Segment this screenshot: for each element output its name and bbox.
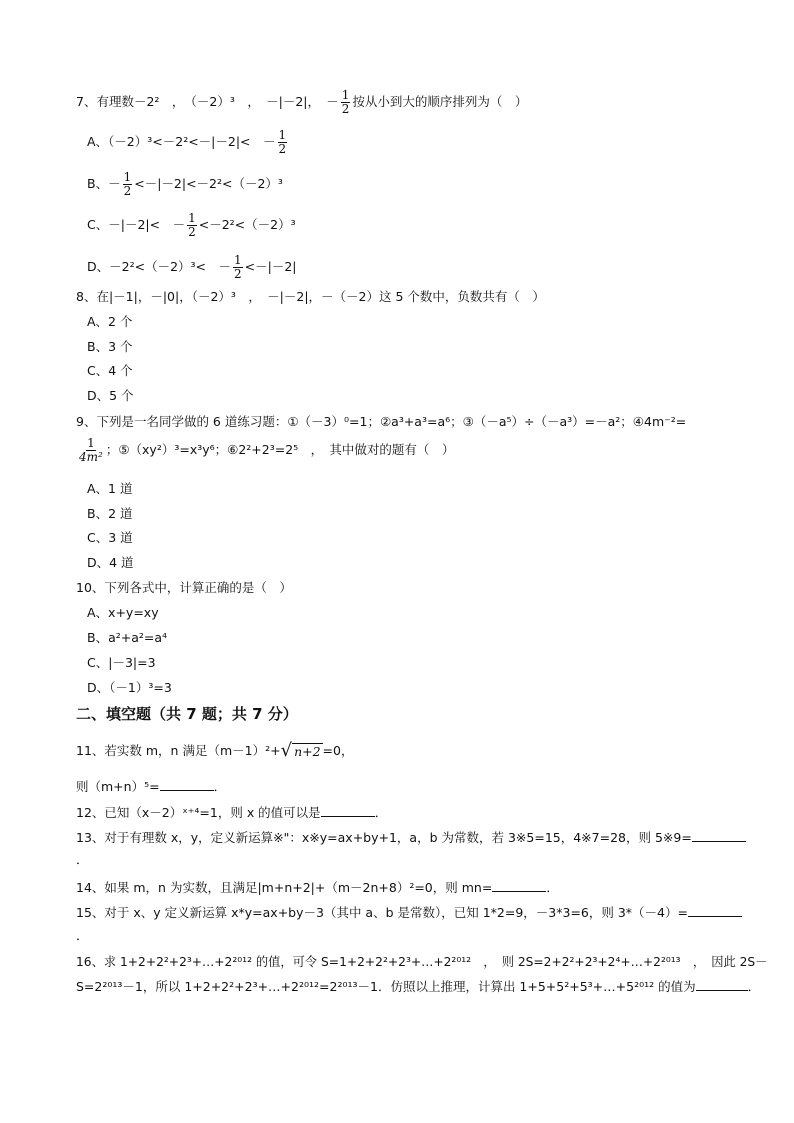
- q9-stem-line2: $\frac{1}{\text{4m²}}$ ；⑤（xy²）³=x³y⁶；⑥2²+2³=2⁵ ， 其中做对的题有（ ）: [79, 436, 455, 464]
- q9-option-a: A、1 道: [87, 481, 133, 496]
- fraction: $\frac{1}{2}$: [234, 253, 242, 281]
- q8-option-d: D、5 个: [87, 388, 134, 403]
- answer-blank[interactable]: [160, 777, 214, 791]
- q10-option-c: C、|－3|=3: [87, 655, 156, 670]
- fraction: $\frac{1}{2}$: [188, 211, 196, 239]
- fraction: $\frac{1}{\text{4m²}}$: [79, 436, 103, 464]
- fraction: $\frac{1}{2}$: [341, 88, 350, 116]
- q8-option-c: C、4 个: [87, 363, 133, 378]
- q9-option-c: C、3 道: [87, 530, 133, 545]
- q11-answer-line: 则（m+n）⁵= ．: [76, 779, 227, 794]
- q13-stem: 13、对于有理数 x，y，定义新运算※"：x※y=ax+by+1，a，b 为常数，若 3※5=15，4※7=28，则 5※9=: [76, 828, 746, 847]
- q12-stem: 12、已知（x－2）ˣ⁺⁴=1，则 x 的值可以是 ．: [76, 805, 388, 820]
- q7-option-c: C、－|－2|< － $\frac{1}{2}$ <－2²<（－2）³: [87, 211, 296, 239]
- q10-stem: 10、下列各式中，计算正确的是（ ）: [76, 580, 292, 595]
- q9-stem-line1: 9、下列是一名同学做的 6 道练习题：①（－3）⁰=1；②a³+a³=a⁶；③（－a⁵）÷（－a³）=－a²；④4m⁻²=: [76, 414, 687, 429]
- answer-blank[interactable]: [696, 977, 748, 991]
- q7-stem: 7、有理数－2² ， （－2）³ ， －|－2|， － $\frac{1}{2}$ 按从小到大的顺序排列为（ ）: [76, 88, 528, 116]
- q10-option-b: B、a²+a²=a⁴: [87, 630, 168, 645]
- q16-line2: S=2²⁰¹³－1，所以 1+2+2²+2³+…+2²⁰¹²=2²⁰¹³－1．仿照以上推理，计算出 1+5+5²+5³+…+5²⁰¹² 的值为 ．: [76, 979, 761, 994]
- fraction: $\frac{1}{2}$: [123, 170, 132, 198]
- fraction: $\frac{1}{2}$: [278, 128, 287, 156]
- q7-option-a: A、（－2）³<－2²<－|－2|< － $\frac{1}{2}$: [87, 128, 287, 156]
- q14-stem: 14、如果 m，n 为实数，且满足|m+n+2|+（m－2n+8）²=0，则 mn= ．: [76, 880, 559, 895]
- q9-option-b: B、2 道: [87, 506, 133, 521]
- q10-option-d: D、（－1）³=3: [87, 680, 172, 695]
- q8-stem: 8、在|－1|，－|0|，（－2）³ ， －|－2|，－（－2）这 5 个数中，负数共有（ ）: [76, 289, 545, 304]
- q11-stem: 11、若实数 m，n 满足（m－1）²+√ n+2 =0，: [76, 740, 354, 761]
- answer-blank[interactable]: [692, 828, 746, 842]
- q15-end: ．: [76, 928, 89, 943]
- section-title: 二、填空题（共 7 题；共 7 分）: [76, 705, 298, 723]
- answer-blank[interactable]: [321, 803, 375, 817]
- answer-blank[interactable]: [492, 878, 546, 892]
- q10-option-a: A、x+y=xy: [87, 605, 159, 620]
- q13-end: ．: [76, 852, 89, 867]
- q16-line1: 16、求 1+2+2²+2³+…+2²⁰¹² 的值，可令 S=1+2+2²+2³+…+2²⁰¹² ， 则 2S=2+2²+2³+2⁴+…+2²⁰¹³ ， 因此 2S－: [76, 955, 768, 969]
- square-root: √ n+2: [280, 740, 321, 761]
- q7-option-d: D、－2²<（－2）³< － $\frac{1}{2}$ <－|－2|: [87, 253, 297, 281]
- q9-option-d: D、4 道: [87, 555, 134, 570]
- q15-stem: 15、对于 x、y 定义新运算 x*y=ax+by－3（其中 a、b 是常数），已知 1*2=9，－3*3=6，则 3*（－4）=: [76, 903, 742, 922]
- answer-blank[interactable]: [688, 903, 742, 917]
- q8-option-b: B、3 个: [87, 339, 133, 354]
- q8-option-a: A、2 个: [87, 314, 133, 329]
- q7-option-b: B、－ $\frac{1}{2}$ <－|－2|<－2²<（－2）³: [87, 170, 283, 198]
